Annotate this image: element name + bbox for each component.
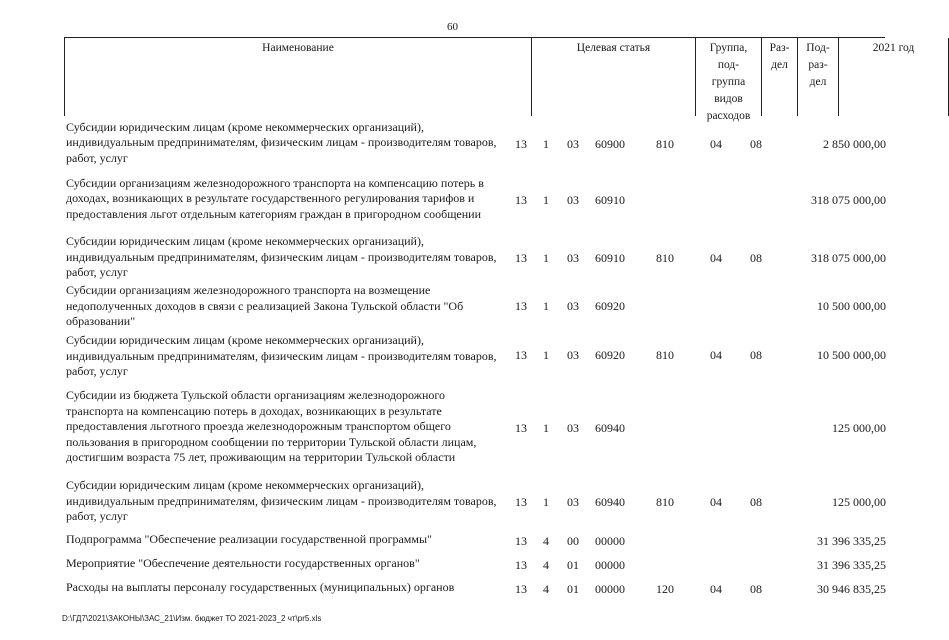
subsection-code	[738, 379, 774, 477]
row-name: Расходы на выплаты персоналу государственных (муниципальных) органов	[66, 580, 455, 594]
amount-2021: 125 000,00	[832, 494, 886, 509]
section-code: 04	[710, 581, 722, 596]
amount-2021: 31 396 335,25	[817, 557, 886, 572]
target-code-subprogram: 1	[543, 136, 549, 151]
target-code-program: 13	[515, 250, 527, 265]
expense-group-code	[638, 283, 692, 330]
header-section: Раз- дел	[762, 38, 798, 116]
target-code-subprogram: 4	[543, 581, 549, 596]
header-expense-group: Группа, под- группа видов расходов	[696, 38, 762, 116]
subsection-code: 08	[750, 347, 762, 362]
table-header	[64, 37, 915, 122]
header-name: Наименование	[65, 38, 532, 116]
target-code-program: 13	[515, 420, 527, 435]
section-code: 04	[710, 494, 722, 509]
target-code-direction: 60940	[595, 494, 625, 509]
target-code-subprogram: 4	[543, 533, 549, 548]
target-code-direction: 60900	[595, 136, 625, 151]
target-code-program: 13	[515, 533, 527, 548]
page-number: 60	[447, 21, 458, 33]
expense-group-code: 810	[656, 347, 674, 362]
target-code-direction: 60920	[595, 299, 625, 313]
target-code-direction: 00000	[595, 581, 625, 596]
table-row	[0, 234, 905, 282]
target-code-direction: 00000	[595, 557, 625, 572]
target-code-event: 00	[567, 533, 579, 548]
target-code-event: 03	[567, 299, 579, 313]
amount-2021: 318 075 000,00	[811, 250, 886, 265]
amount-2021: 318 075 000,00	[811, 192, 886, 207]
target-code-event: 03	[567, 136, 579, 151]
target-code-program: 13	[515, 299, 527, 313]
target-code-subprogram: 1	[543, 494, 549, 509]
target-code-direction: 60920	[595, 347, 625, 362]
expense-group-code: 810	[656, 136, 674, 151]
expense-group-code	[638, 555, 692, 575]
target-code-direction: 60910	[595, 192, 625, 207]
row-name: Субсидии юридическим лицам (кроме некоммерческих организаций), индивидуальным предпринимателям, физическим лицам - производителям товаров, работ, услуг	[66, 333, 497, 378]
amount-2021: 2 850 000,00	[823, 136, 886, 151]
target-code-program: 13	[515, 494, 527, 509]
amount-2021: 125 000,00	[832, 420, 886, 435]
target-code-program: 13	[515, 136, 527, 151]
amount-2021: 30 946 835,25	[817, 581, 886, 596]
section-code	[700, 283, 732, 330]
target-code-event: 03	[567, 347, 579, 362]
table-row	[0, 379, 905, 477]
target-code-subprogram: 1	[543, 420, 549, 435]
subsection-code	[738, 531, 774, 551]
table-row	[0, 555, 905, 575]
file-path: D:\ГД7\2021\ЗАКОНЫ\ЗАС_21\Изм. бюджет ТО 2021-2023_2 чт\pr5.xls	[62, 614, 322, 623]
row-name: Подпрограмма "Обеспечение реализации государственной программы"	[66, 532, 432, 546]
row-name: Субсидии организациям железнодорожного транспорта на компенсацию потерь в доходах, возникающих в результате государственного регулирования тарифов и предоставления льгот отдельным категориям граждан в пригородном сообщении	[66, 175, 484, 221]
subsection-code	[738, 169, 774, 231]
expense-group-code	[638, 531, 692, 551]
amount-2021: 10 500 000,00	[817, 347, 886, 362]
target-code-subprogram: 1	[543, 192, 549, 207]
target-code-event: 03	[567, 250, 579, 265]
target-code-direction: 60910	[595, 250, 625, 265]
target-code-event: 03	[567, 420, 579, 435]
subsection-code	[738, 283, 774, 330]
amount-2021: 10 500 000,00	[817, 299, 886, 313]
section-code: 04	[710, 347, 722, 362]
header-target-article: Целевая статья	[532, 38, 696, 116]
target-code-program: 13	[515, 192, 527, 207]
target-code-event: 01	[567, 581, 579, 596]
row-name: Субсидии из бюджета Тульской области организациям железнодорожного транспорта на компенсацию потерь в доходах, возникающих в результате предоставления льготного проезда железнодорожным транспортом общего пользования в пригородном сообщении по территории Тульской области лицам, достигшим возраста 75 лет, проживающим на территории Тульской области	[66, 388, 477, 464]
table-row	[0, 283, 905, 330]
target-code-direction: 60940	[595, 420, 625, 435]
target-code-subprogram: 1	[543, 250, 549, 265]
header-year: 2021 год	[839, 38, 949, 116]
target-code-event: 01	[567, 557, 579, 572]
target-code-event: 03	[567, 192, 579, 207]
target-code-program: 13	[515, 557, 527, 572]
subsection-code	[738, 555, 774, 575]
subsection-code: 08	[750, 250, 762, 265]
table-row	[0, 478, 905, 526]
subsection-code: 08	[750, 136, 762, 151]
target-code-subprogram: 4	[543, 557, 549, 572]
table-row	[0, 531, 905, 551]
expense-group-code: 810	[656, 494, 674, 509]
target-code-direction: 00000	[595, 533, 625, 548]
expense-group-code	[638, 379, 692, 477]
target-code-program: 13	[515, 347, 527, 362]
row-name: Субсидии юридическим лицам (кроме некоммерческих организаций), индивидуальным предпринимателям, физическим лицам - производителям товаров, работ, услуг	[66, 119, 497, 165]
subsection-code: 08	[750, 581, 762, 596]
expense-group-code	[638, 169, 692, 231]
target-code-subprogram: 1	[543, 347, 549, 362]
table-row	[0, 579, 905, 599]
section-code	[700, 531, 732, 551]
row-name: Мероприятие "Обеспечение деятельности государственных органов"	[66, 556, 420, 570]
target-code-subprogram: 1	[543, 299, 549, 313]
subsection-code: 08	[750, 494, 762, 509]
table-row	[0, 333, 905, 377]
target-code-program: 13	[515, 581, 527, 596]
table-row	[0, 119, 905, 169]
target-code-event: 03	[567, 494, 579, 509]
amount-2021: 31 396 335,25	[817, 533, 886, 548]
table-row	[0, 169, 905, 231]
section-code: 04	[710, 250, 722, 265]
expense-group-code: 120	[656, 581, 674, 596]
row-name: Субсидии юридическим лицам (кроме некоммерческих организаций), индивидуальным предпринимателям, физическим лицам - производителям товаров, работ, услуг	[66, 234, 497, 279]
section-code	[700, 555, 732, 575]
expense-group-code: 810	[656, 250, 674, 265]
row-name: Субсидии организациям железнодорожного транспорта на возмещение недополученных доходов в связи с реализацией Закона Тульской области "Об образовании"	[66, 283, 464, 328]
section-code: 04	[710, 136, 722, 151]
header-subsection: Под- раз- дел	[798, 38, 839, 116]
section-code	[700, 379, 732, 477]
section-code	[700, 169, 732, 231]
row-name: Субсидии юридическим лицам (кроме некоммерческих организаций), индивидуальным предпринимателям, физическим лицам - производителям товаров, работ, услуг	[66, 478, 497, 523]
